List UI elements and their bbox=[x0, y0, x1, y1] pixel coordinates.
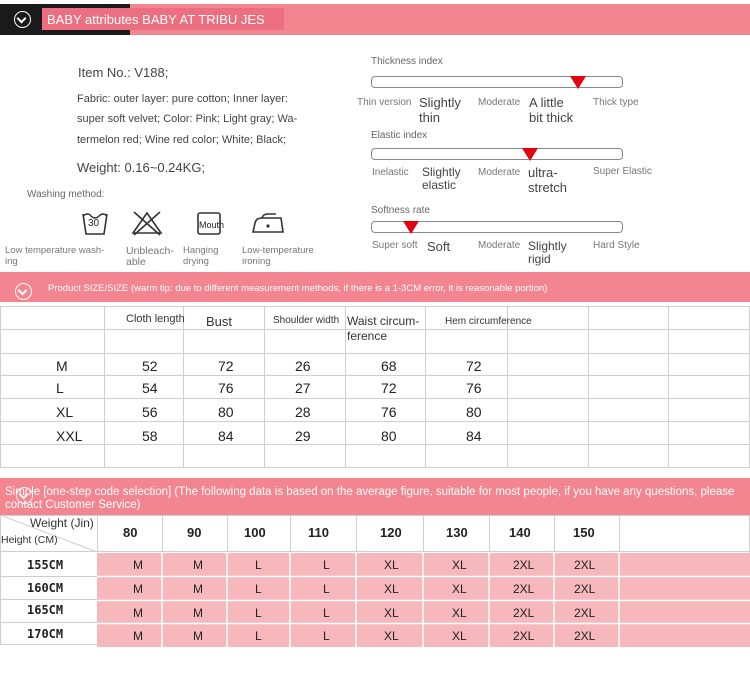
weight-140: 140 bbox=[509, 525, 531, 540]
softness-title: Softness rate bbox=[371, 205, 430, 216]
elastic-label-4: ultra- bbox=[528, 165, 558, 180]
chevron-down-circle-icon bbox=[15, 283, 32, 300]
fabric-line-2: super soft velvet; Color: Pink; Light gray; Wa- bbox=[77, 113, 298, 125]
softness-label-1: Soft bbox=[427, 239, 451, 254]
waist-value: 80 bbox=[381, 428, 397, 444]
size-cell: M bbox=[193, 582, 203, 596]
size-cell: 2XL bbox=[513, 629, 535, 643]
softness-label-4: rigid bbox=[528, 252, 551, 266]
thickness-marker bbox=[570, 76, 586, 89]
hem-value: 84 bbox=[466, 428, 482, 444]
bust-value: 76 bbox=[218, 380, 234, 396]
size-cell: L bbox=[323, 629, 330, 643]
size-cell: XL bbox=[452, 558, 467, 572]
softness-marker bbox=[403, 221, 419, 234]
wash-caption-1b: ing bbox=[5, 256, 18, 267]
size-cell: L bbox=[255, 629, 262, 643]
elastic-label-5: stretch bbox=[528, 180, 568, 195]
size-cell: M bbox=[133, 558, 143, 572]
cloth-length-value: 56 bbox=[142, 404, 158, 420]
waist-value: 68 bbox=[381, 358, 397, 374]
cloth-length-value: 58 bbox=[142, 428, 158, 444]
size-cell: M bbox=[133, 582, 143, 596]
wash-caption-2a: Unbleach- bbox=[126, 245, 174, 257]
size-cell: L bbox=[255, 582, 262, 596]
attributes-header-band bbox=[0, 4, 750, 35]
hang-dry-symbol-text: Mouth bbox=[199, 220, 225, 230]
size-cell: L bbox=[323, 558, 330, 572]
thickness-label-2: thin bbox=[419, 110, 440, 125]
col-header-waist-2: ference bbox=[347, 329, 388, 343]
height-label: 155CM bbox=[27, 558, 64, 572]
softness-label-2: Moderate bbox=[478, 240, 521, 251]
bust-value: 72 bbox=[218, 358, 234, 374]
wash-caption-1a: Low temperature wash- bbox=[5, 245, 105, 256]
size-table-title: Product SIZE/SIZE (warm tip: due to different measurement methods, if there is a 1-3CM error, it is reasonable portion) bbox=[48, 283, 548, 294]
weight-100: 100 bbox=[244, 525, 266, 540]
attributes-title: BABY attributes BABY AT TRIBU JES bbox=[47, 12, 265, 27]
size-label: XL bbox=[56, 404, 74, 420]
size-cell: 2XL bbox=[513, 558, 535, 572]
wash-caption-4b: ironing bbox=[242, 256, 271, 267]
weight-120: 120 bbox=[380, 525, 402, 540]
weight-text: Weight: 0.16~0.24KG; bbox=[77, 160, 206, 175]
size-cell: 2XL bbox=[574, 606, 596, 620]
col-header-waist-1: Waist circum- bbox=[347, 314, 420, 328]
elastic-label-1: Slightly bbox=[422, 165, 461, 179]
thickness-label-3: Moderate bbox=[478, 97, 521, 108]
weight-110: 110 bbox=[308, 525, 329, 540]
size-table-header-band bbox=[0, 272, 750, 302]
no-bleach-icon bbox=[130, 210, 164, 236]
elastic-label-2: elastic bbox=[422, 178, 457, 192]
weight-80: 80 bbox=[123, 525, 138, 540]
fabric-line-1: Fabric: outer layer: pure cotton; Inner layer: bbox=[77, 93, 288, 105]
height-label: 170CM bbox=[27, 627, 64, 641]
waist-value: 76 bbox=[381, 404, 397, 420]
size-cell: M bbox=[133, 629, 143, 643]
hem-value: 80 bbox=[466, 404, 482, 420]
elastic-marker bbox=[522, 148, 538, 161]
bust-value: 84 bbox=[218, 428, 234, 444]
size-cell: M bbox=[133, 606, 143, 620]
weight-axis-label: Weight (Jin) bbox=[30, 516, 94, 530]
thickness-label-0: Thin version bbox=[357, 97, 412, 108]
size-cell: 2XL bbox=[574, 629, 596, 643]
shoulder-value: 29 bbox=[295, 428, 311, 444]
softness-label-5: Hard Style bbox=[593, 240, 640, 251]
size-cell: M bbox=[193, 629, 203, 643]
wash-caption-2b: able bbox=[126, 256, 146, 268]
col-header-bust: Bust bbox=[206, 314, 233, 329]
cloth-length-value: 54 bbox=[142, 380, 158, 396]
item-number: Item No.: V188; bbox=[78, 65, 169, 80]
thickness-title: Thickness index bbox=[371, 56, 443, 67]
elastic-label-0: Inelastic bbox=[372, 167, 409, 178]
size-cell: XL bbox=[452, 582, 467, 596]
size-cell: L bbox=[323, 582, 330, 596]
elastic-label-6: Super Elastic bbox=[593, 166, 652, 177]
weight-130: 130 bbox=[446, 525, 468, 540]
hem-value: 76 bbox=[466, 380, 482, 396]
size-cell: L bbox=[255, 606, 262, 620]
shoulder-value: 27 bbox=[295, 380, 311, 396]
size-cell: M bbox=[193, 606, 203, 620]
col-header-cloth-length: Cloth length bbox=[126, 313, 185, 325]
size-cell: 2XL bbox=[513, 582, 535, 596]
wash-temperature: 30 bbox=[88, 218, 100, 229]
height-label: 160CM bbox=[27, 581, 64, 595]
selection-title: Simple [one-step code selection] (The following data is based on the average figure, suitable for most people, if you have any questions, please contact Customer Service) bbox=[5, 486, 735, 511]
elastic-label-3: Moderate bbox=[478, 167, 521, 178]
size-cell: L bbox=[255, 558, 262, 572]
selection-header-band bbox=[0, 478, 750, 515]
wash-caption-4a: Low-temperature bbox=[242, 245, 314, 256]
col-header-shoulder-width: Shoulder width bbox=[273, 315, 340, 326]
thickness-label-4: A little bbox=[529, 95, 564, 110]
size-label: M bbox=[56, 358, 68, 374]
elastic-track bbox=[371, 148, 623, 160]
size-cell: L bbox=[323, 606, 330, 620]
size-cell: XL bbox=[384, 629, 399, 643]
thickness-label-6: Thick type bbox=[593, 97, 639, 108]
size-cell: 2XL bbox=[574, 582, 596, 596]
washing-method-label: Washing method: bbox=[27, 189, 105, 200]
fabric-line-3: termelon red; Wine red color; White; Black; bbox=[77, 134, 287, 146]
size-cell: XL bbox=[384, 606, 399, 620]
thickness-label-1: Slightly bbox=[419, 95, 461, 110]
thickness-label-5: bit thick bbox=[529, 110, 574, 125]
height-label: 165CM bbox=[27, 603, 64, 617]
waist-value: 72 bbox=[381, 380, 397, 396]
size-cell: XL bbox=[452, 629, 467, 643]
low-iron-icon bbox=[250, 212, 286, 234]
wash-caption-3a: Hanging bbox=[183, 245, 219, 256]
shoulder-value: 28 bbox=[295, 404, 311, 420]
size-label: L bbox=[56, 380, 64, 396]
size-cell: XL bbox=[384, 558, 399, 572]
height-axis-label: Height (CM) bbox=[1, 534, 58, 546]
size-cell: 2XL bbox=[513, 606, 535, 620]
wash-caption-3b: drying bbox=[183, 256, 209, 267]
size-label: XXL bbox=[56, 428, 83, 444]
cloth-length-value: 52 bbox=[142, 358, 158, 374]
size-cell: 2XL bbox=[574, 558, 596, 572]
hem-value: 72 bbox=[466, 358, 482, 374]
softness-label-0: Super soft bbox=[372, 240, 418, 251]
size-cell: XL bbox=[384, 582, 399, 596]
size-cell: XL bbox=[452, 606, 467, 620]
chevron-down-circle-icon bbox=[14, 11, 31, 28]
bust-value: 80 bbox=[218, 404, 234, 420]
weight-90: 90 bbox=[187, 525, 202, 540]
shoulder-value: 26 bbox=[295, 358, 311, 374]
softness-label-3: Slightly bbox=[528, 239, 567, 253]
size-cell: M bbox=[193, 558, 203, 572]
col-header-hem: Hem circumference bbox=[445, 316, 532, 327]
elastic-title: Elastic index bbox=[371, 130, 428, 141]
weight-150: 150 bbox=[573, 525, 595, 540]
